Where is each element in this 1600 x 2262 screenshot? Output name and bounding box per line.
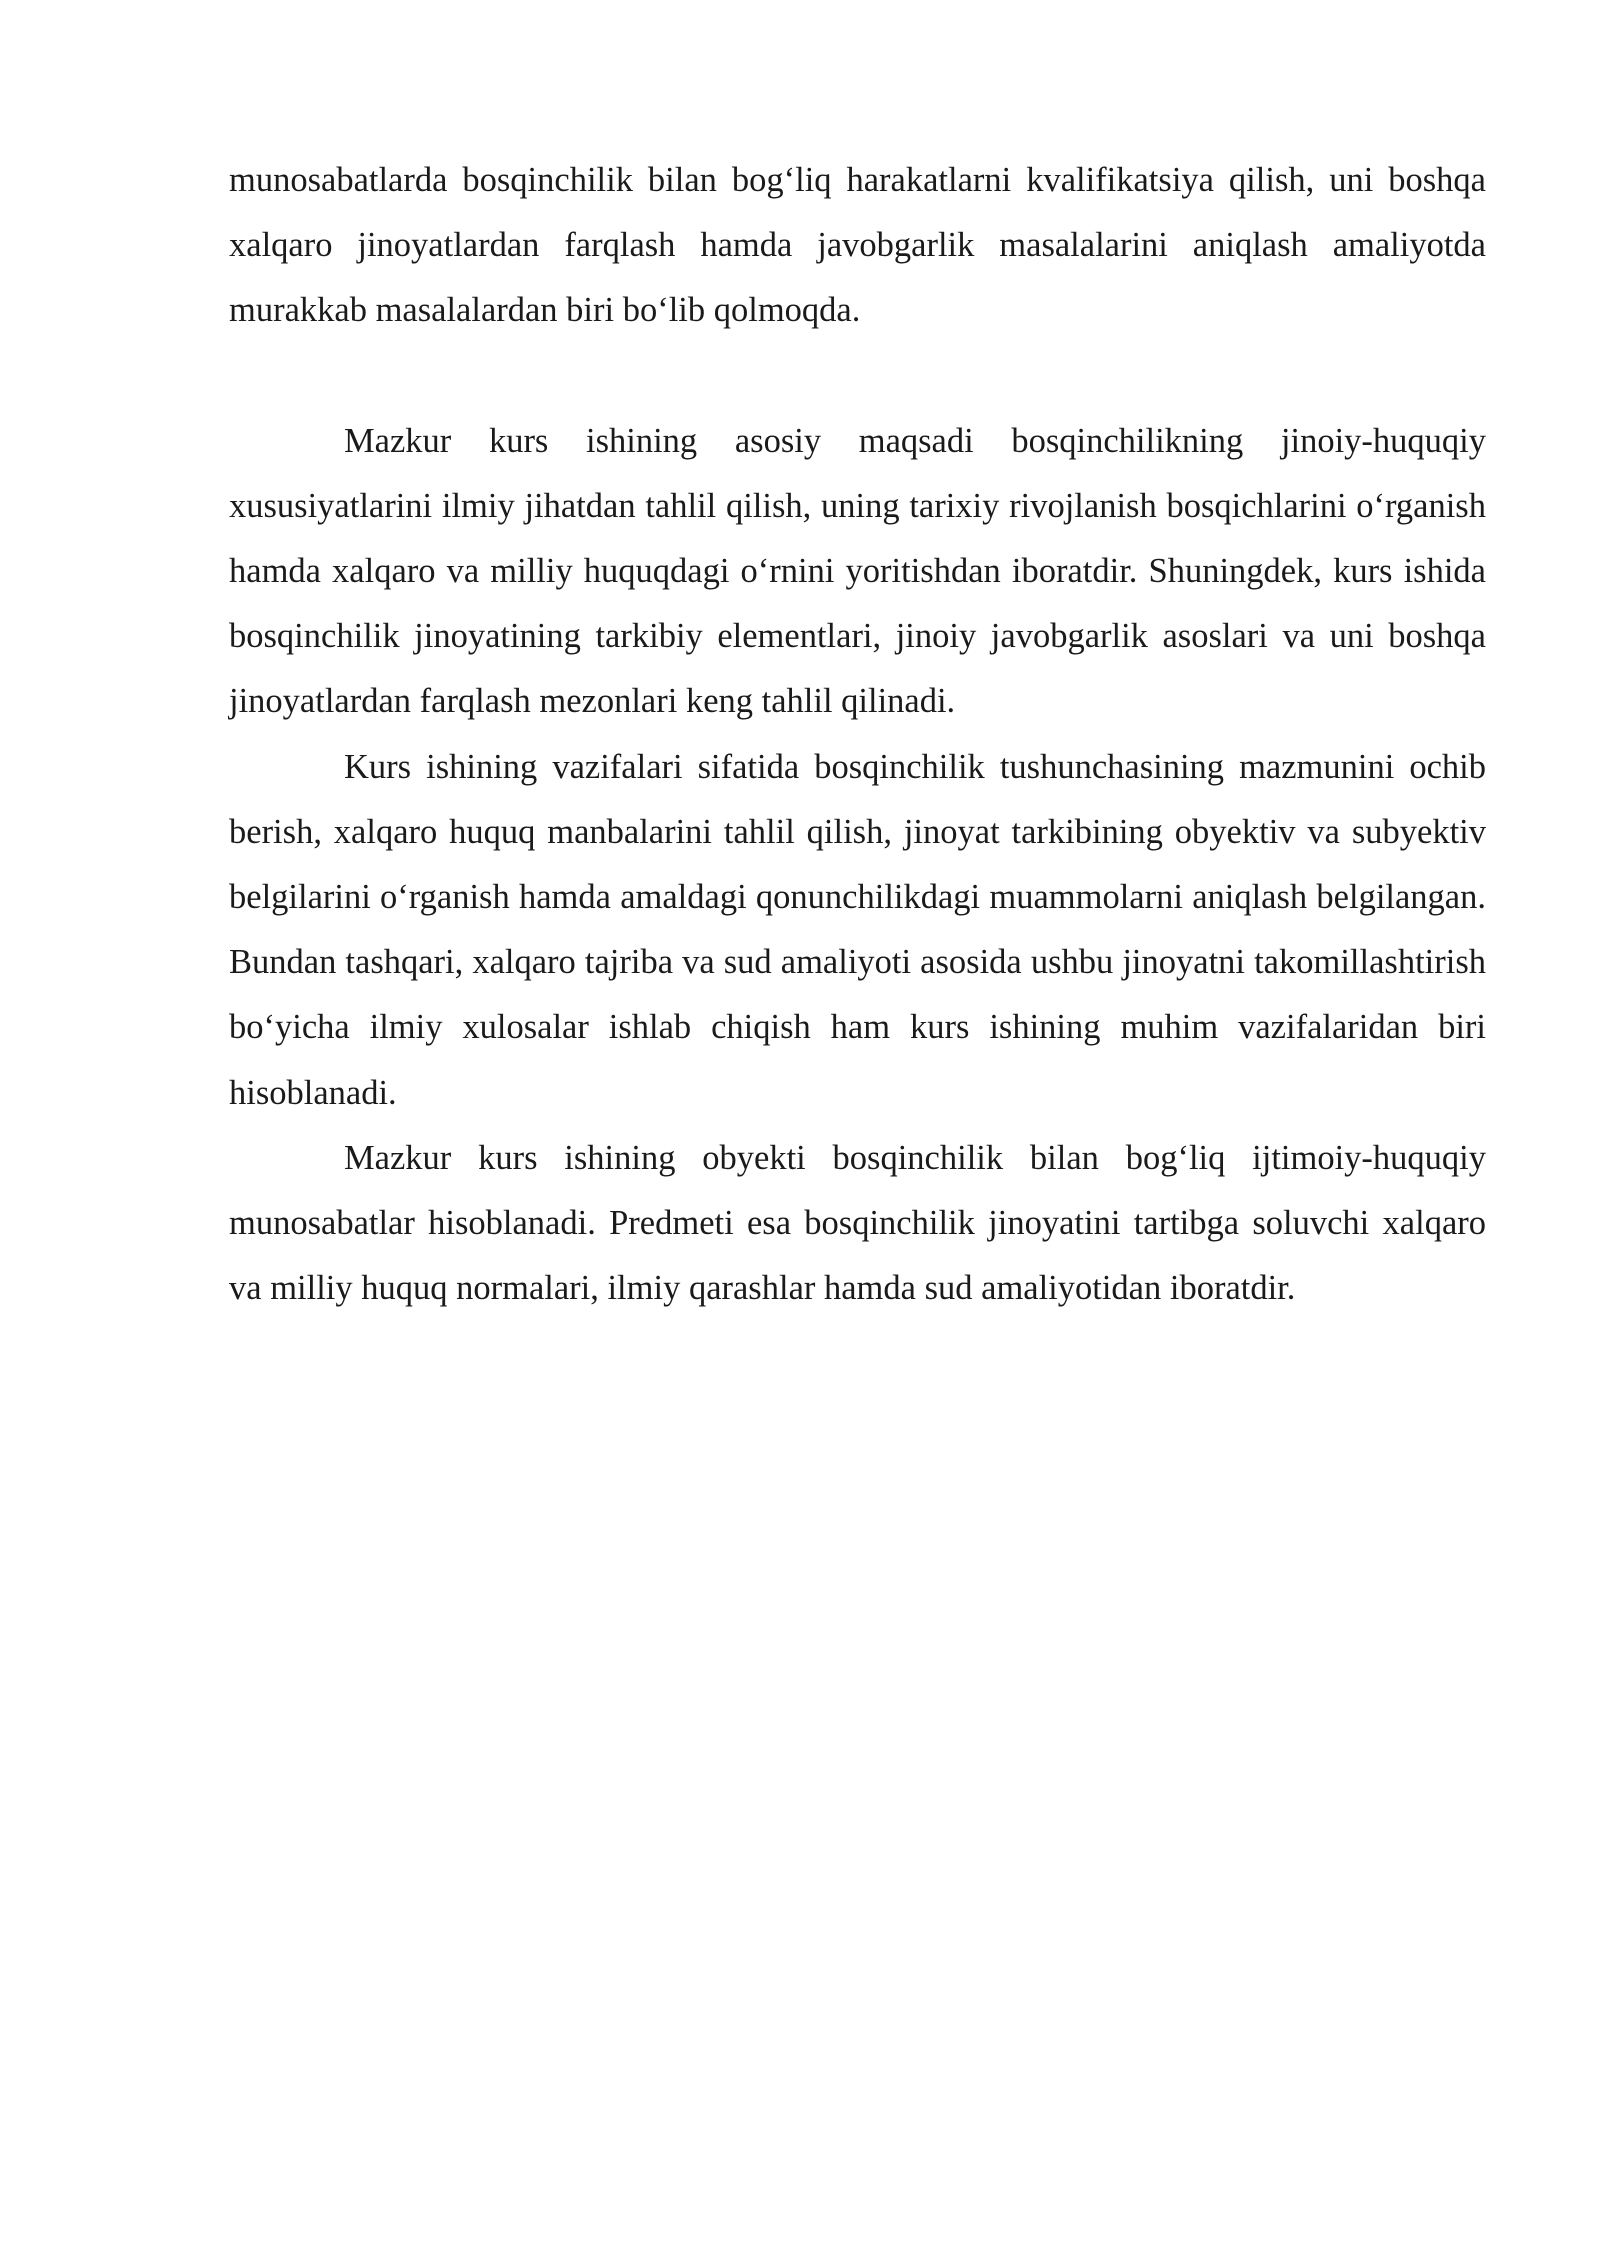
document-body (229, 148, 1486, 1321)
paragraph-object-subject: Mazkur kurs ishining obyekti bosqinchilik bilan bog‘liq ijtimoiy-huquqiy munosabatlar hisoblanadi. Predmeti esa bosqinchilik jinoyatini tartibga soluvchi xalqaro va milliy huquq normalari, ilmiy qarashlar hamda sud amaliyotidan iboratdir. (229, 1138, 1486, 1308)
paragraph-aim: Mazkur kurs ishining asosiy maqsadi bosqinchilikning jinoiy-huquqiy xususiyatlarini ilmiy jihatdan tahlil qilish, uning tarixiy rivojlanish bosqichlarini o‘rganish hamda xalqaro va milliy huquqdagi o‘rnini yoritishdan iboratdir. Shuningdek, kurs ishida bosqinchilik jinoyatining tarkibiy elementlari, jinoiy javobgarlik asoslari va uni boshqa jinoyatlardan farqlash mezonlari keng tahlil qilinadi. (229, 421, 1486, 721)
paragraph-tasks: Kurs ishining vazifalari sifatida bosqinchilik tushunchasining mazmunini ochib berish, xalqaro huquq manbalarini tahlil qilish, jinoyat tarkibining obyektiv va subyektiv belgilarini o‘rganish hamda amaldagi qonunchilikdagi muammolarni aniqlash belgilangan. Bundan tashqari, xalqaro tajriba va sud amaliyoti asosida ushbu jinoyatni takomillashtirish bo‘yicha ilmiy xulosalar ishlab chiqish ham kurs ishining muhim vazifalaridan biri hisoblanadi. (229, 747, 1486, 1112)
paragraph-continuation: munosabatlarda bosqinchilik bilan bog‘liq harakatlarni kvalifikatsiya qilish, uni boshqa xalqaro jinoyatlardan farqlash hamda javobgarlik masalalarini aniqlash amaliyotda murakkab masalalardan biri bo‘lib qolmoqda. (229, 161, 1486, 330)
